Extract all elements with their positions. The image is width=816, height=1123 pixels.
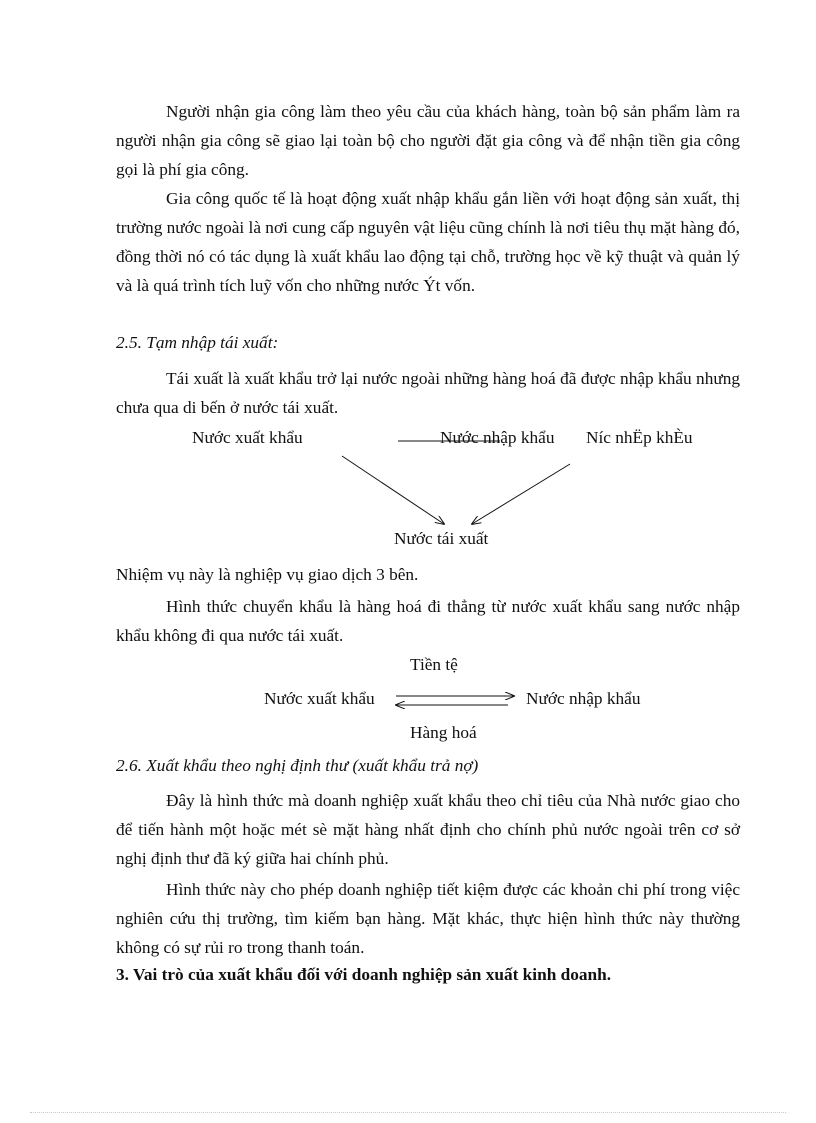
paragraph-three-party: Nhiệm vụ này là nghiệp vụ giao dịch 3 bên. xyxy=(116,565,419,584)
paragraph-transit: Hình thức chuyển khẩu là hàng hoá đi thẳng từ nước xuất khẩu sang nước nhập khẩu không đi qua nước tái xuất. xyxy=(116,597,740,645)
paragraph-protocol-export: Đây là hình thức mà doanh nghiệp xuất khẩu theo chỉ tiêu của Nhà nước giao cho để tiến hành một hoặc mét sè mặt hàng nhất định cho chính phủ nước ngoài trên cơ sở nghị định thư đã ký giữa hai chính phủ. xyxy=(116,791,740,868)
diagram1-reexporter-label: Nước tái xuất xyxy=(394,529,489,548)
diagram1-importer-garbled-label: Níc nhËp khÈu xyxy=(586,428,693,447)
section-heading-2-6: 2.6. Xuất khẩu theo nghị định thư (xuất khẩu trả nợ) xyxy=(116,756,479,775)
diagram2-goods-label: Hàng hoá xyxy=(410,723,477,742)
diagram2-importer-label: Nước nhập khẩu xyxy=(526,689,641,708)
paragraph-re-export: Tái xuất là xuất khẩu trở lại nước ngoài những hàng hoá đã được nhập khẩu nhưng chưa qua di bến ở nước tái xuất. xyxy=(116,369,740,417)
page-footer-rule xyxy=(30,1112,786,1113)
diagram2-money-label: Tiền tệ xyxy=(410,655,458,674)
diagram1-exporter-label: Nước xuất khẩu xyxy=(192,428,303,447)
diagram1-importer-label: Nước nhập khẩu xyxy=(440,428,555,447)
paragraph-outsourcing-receiver: Người nhận gia công làm theo yêu cầu của khách hàng, toàn bộ sản phẩm làm ra người nhận gia công sẽ giao lại toàn bộ cho người đặt gia công và để nhận tiền gia công gọi là phí gia công. xyxy=(116,102,740,179)
paragraph-cost-saving: Hình thức này cho phép doanh nghiệp tiết kiệm được các khoản chi phí trong việc nghiên cứu thị trường, tìm kiếm bạn hàng. Mặt khác, thực hiện hình thức này thường không có sự rủi ro trong thanh toán. xyxy=(116,880,740,957)
section-heading-2-5: 2.5. Tạm nhập tái xuất: xyxy=(116,333,279,352)
paragraph-international-processing: Gia công quốc tế là hoạt động xuất nhập khẩu gắn liền với hoạt động sản xuất, thị trường nước ngoài là nơi cung cấp nguyên vật liệu cũng chính là nơi tiêu thụ mặt hàng đó, đồng thời nó có tác dụng là xuất khẩu lao động tại chỗ, trường học về kỹ thuật và quản lý và là quá trình tích luỹ vốn cho những nước Ýt vốn. xyxy=(116,189,740,295)
section-heading-3: 3. Vai trò của xuất khẩu đối với doanh nghiệp sản xuất kinh doanh. xyxy=(116,965,612,984)
diagram2-exporter-label: Nước xuất khẩu xyxy=(264,689,375,708)
